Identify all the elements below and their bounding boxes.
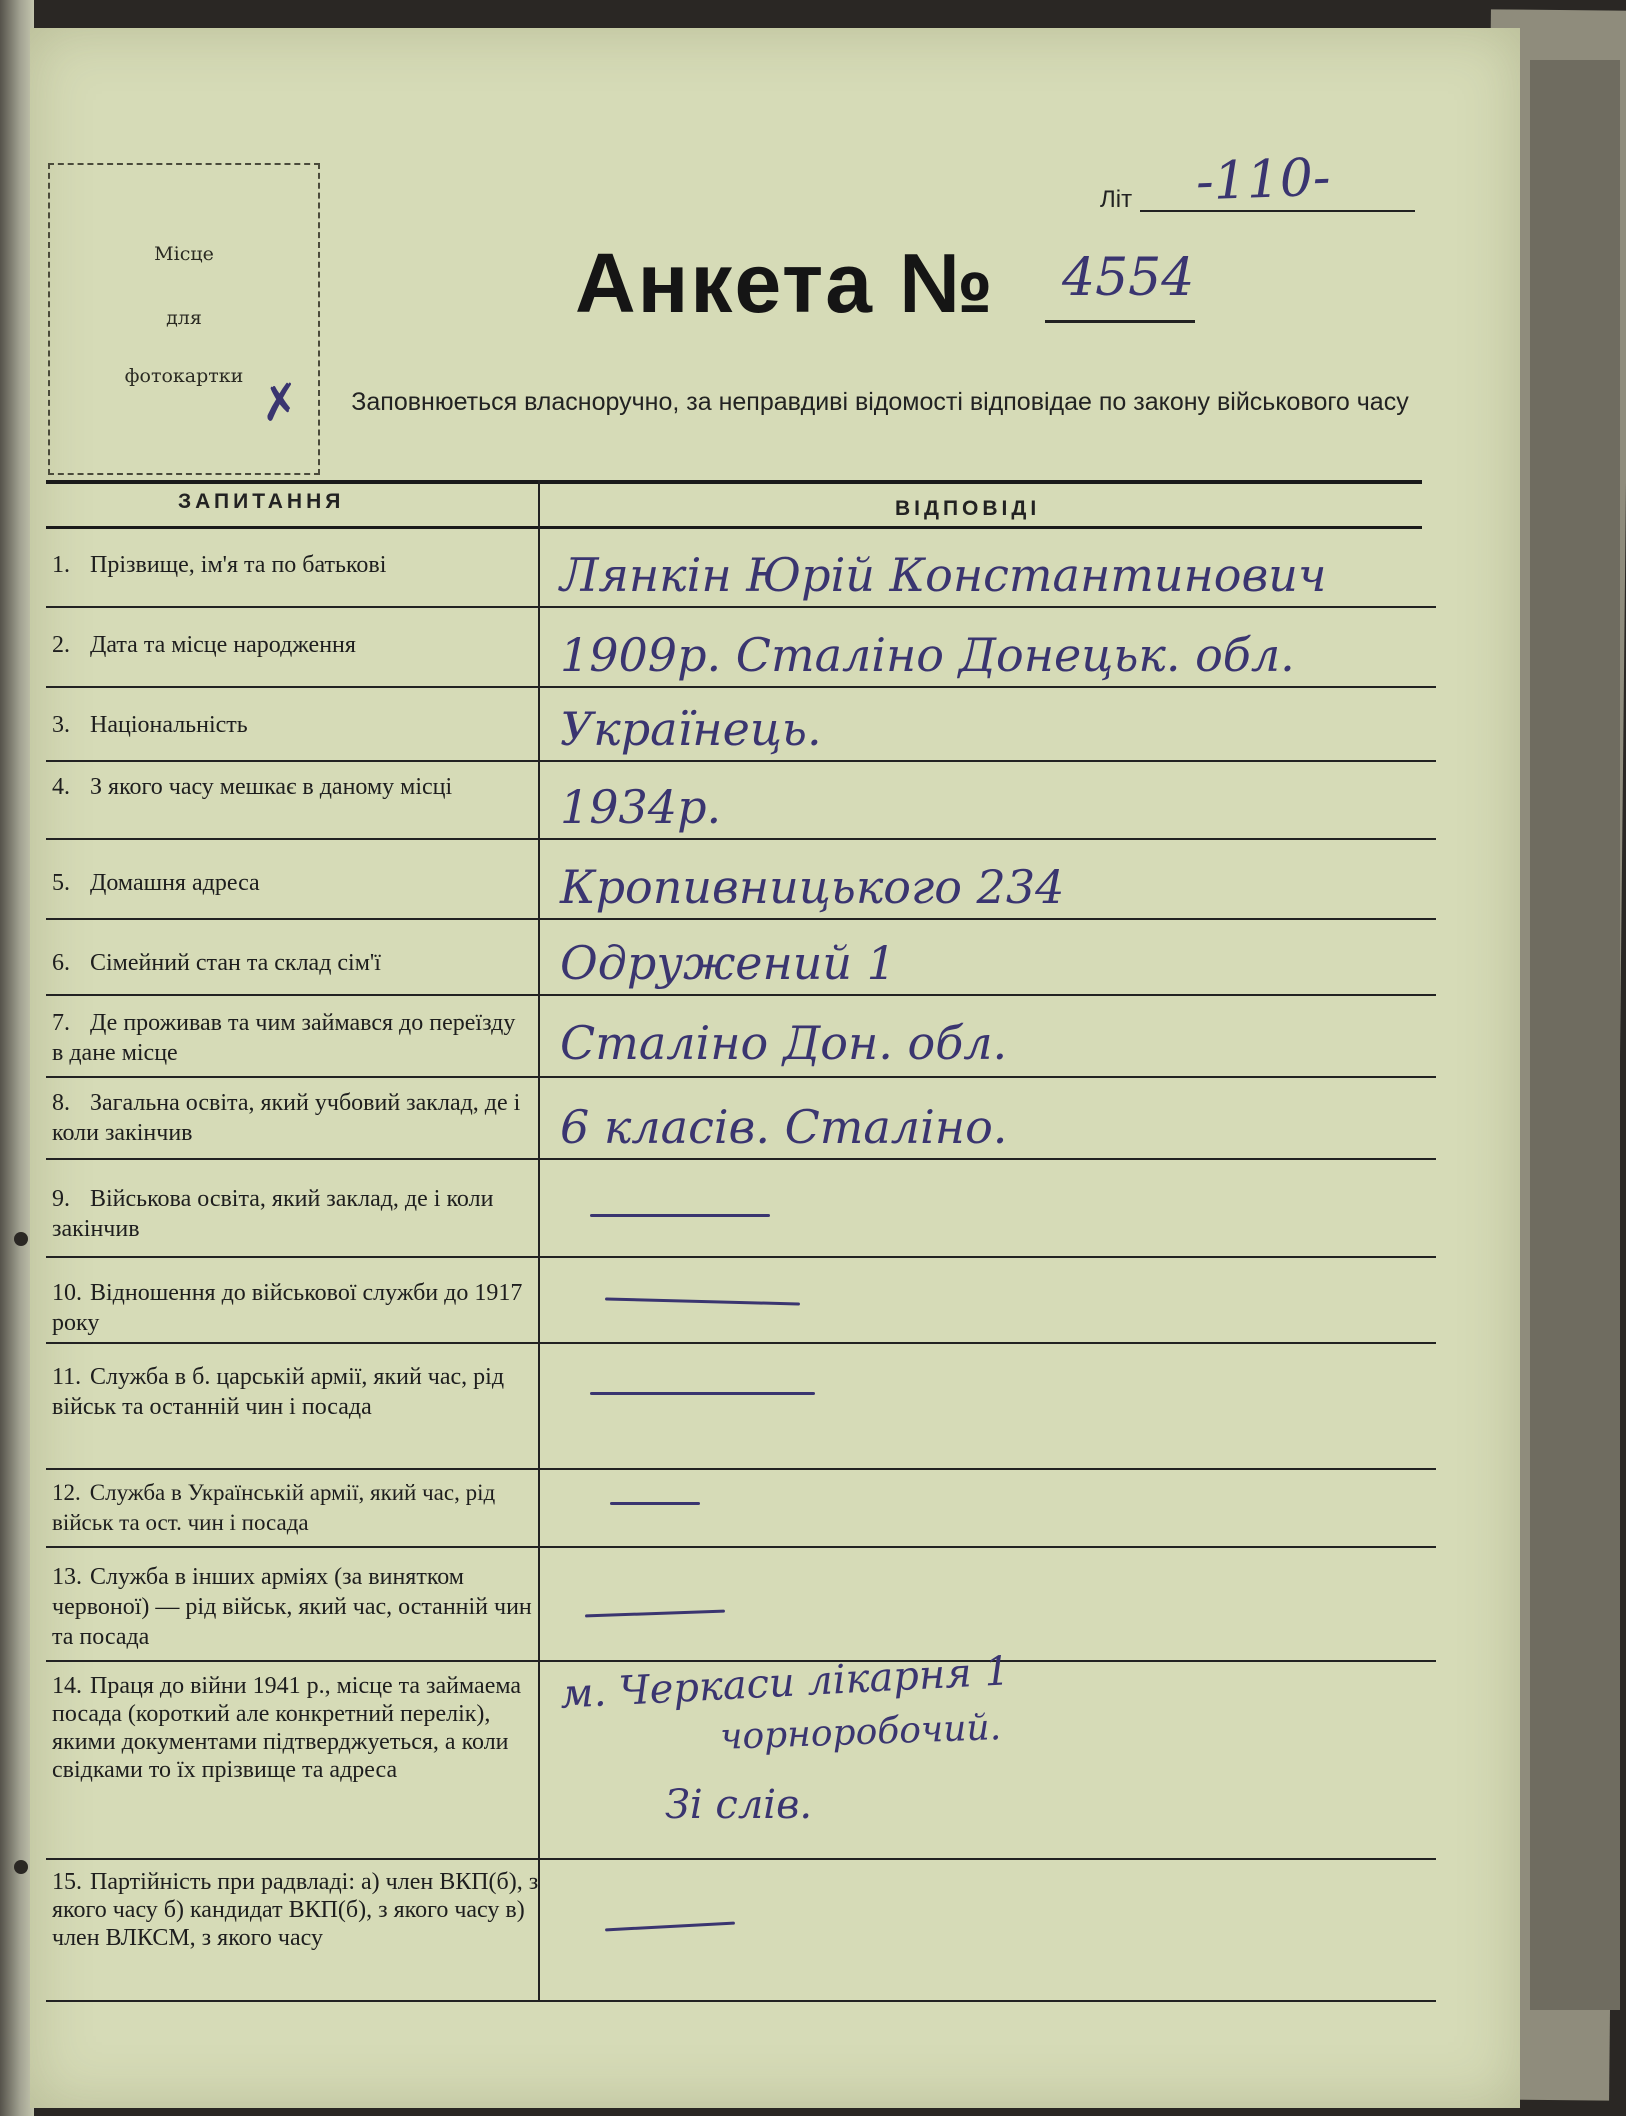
question-number: 11. bbox=[52, 1364, 82, 1390]
question-12 bbox=[52, 1478, 542, 1538]
binding-hole bbox=[14, 1860, 28, 1874]
binding-hole bbox=[14, 1232, 28, 1246]
question-number: 1. bbox=[52, 552, 70, 578]
question-text: Дата та місце народження bbox=[90, 632, 356, 658]
form-title: Анкета № bbox=[575, 236, 995, 330]
question-text: Служба в Українській армії, який час, рід військ та ост. чин і посада bbox=[52, 1480, 496, 1535]
form-subtitle: Заповнюеться власноручно, за неправдиві відомості відповідае по закону військового часу bbox=[351, 388, 1409, 416]
row-separator bbox=[46, 686, 1436, 688]
question-11 bbox=[52, 1362, 522, 1422]
question-10 bbox=[52, 1278, 532, 1338]
question-9 bbox=[52, 1184, 532, 1244]
question-8 bbox=[52, 1088, 532, 1148]
question-5 bbox=[52, 868, 538, 898]
row-separator bbox=[46, 1546, 1436, 1548]
binding-edge bbox=[0, 0, 34, 2116]
question-number: 6. bbox=[52, 950, 70, 976]
photo-label-2: для bbox=[166, 307, 202, 329]
row-separator bbox=[46, 1256, 1436, 1258]
answer-14-line-2: чорноробочий. bbox=[719, 1707, 1002, 1758]
empty-answer-dash bbox=[610, 1502, 700, 1505]
header-answers: ВІДПОВІДІ bbox=[895, 497, 1041, 520]
question-text: З якого часу мешкає в даному місці bbox=[90, 774, 453, 800]
question-number: 14. bbox=[52, 1673, 82, 1699]
question-text: Прізвище, ім'я та по батькові bbox=[90, 552, 387, 578]
table-top-rule bbox=[46, 480, 1422, 484]
lit-line bbox=[1140, 210, 1415, 212]
answer-1: Лянкін Юрій Константинович bbox=[560, 548, 1327, 602]
question-number: 10. bbox=[52, 1280, 82, 1306]
question-number: 13. bbox=[52, 1564, 82, 1590]
answer-6: Одружений 1 bbox=[560, 936, 896, 990]
question-text: Праця до війни 1941 р., місце та займаема посада (короткий але конкретний перелік), якими документами підтверджуеться, а коли свідками то їх прізвище та адреса bbox=[52, 1673, 522, 1783]
header-questions: ЗАПИТАННЯ bbox=[178, 490, 345, 513]
photo-label-1: Місце bbox=[154, 243, 214, 265]
question-number: 12. bbox=[52, 1480, 81, 1505]
column-divider bbox=[538, 480, 540, 2000]
question-text: Партійність при радвладі: а) член ВКП(б), з якого часу б) кандидат ВКП(б), з якого часу в) член ВЛКСМ, з якого часу bbox=[52, 1869, 539, 1951]
lit-value: -110- bbox=[1194, 147, 1332, 213]
question-2 bbox=[52, 630, 538, 660]
row-separator bbox=[46, 606, 1436, 608]
row-separator bbox=[46, 1468, 1436, 1470]
question-text: Де проживав та чим займався до переїзду в дане місце bbox=[52, 1010, 516, 1066]
row-separator bbox=[46, 2000, 1436, 2002]
question-text: Військова освіта, який заклад, де і коли закінчив bbox=[52, 1186, 494, 1242]
photo-label-3: фотокартки bbox=[124, 365, 244, 387]
header-bottom-rule bbox=[46, 526, 1422, 529]
answer-14-line-3: Зі слів. bbox=[665, 1782, 813, 1828]
question-number: 7. bbox=[52, 1010, 70, 1036]
answer-5: Кропивницького 234 bbox=[560, 860, 1065, 914]
title-number-line bbox=[1045, 320, 1195, 323]
question-15 bbox=[52, 1868, 542, 1952]
question-3 bbox=[52, 710, 538, 740]
row-separator bbox=[46, 1076, 1436, 1078]
row-separator bbox=[46, 760, 1436, 762]
answer-3: Українець. bbox=[560, 702, 822, 756]
question-text: Служба в б. царській армії, який час, рід військ та останній чин і посада bbox=[52, 1364, 505, 1420]
question-4 bbox=[52, 772, 522, 802]
question-text: Сімейний стан та склад сім'ї bbox=[90, 950, 381, 976]
question-text: Служба в інших арміях (за винятком червоної) — рід військ, який час, останній чин та посада bbox=[52, 1564, 532, 1650]
question-number: 4. bbox=[52, 774, 70, 800]
question-7 bbox=[52, 1008, 522, 1068]
question-number: 3. bbox=[52, 712, 70, 738]
question-number: 2. bbox=[52, 632, 70, 658]
row-separator bbox=[46, 838, 1436, 840]
answer-2: 1909р. Сталіно Донецьк. обл. bbox=[560, 628, 1295, 682]
question-number: 9. bbox=[52, 1186, 70, 1212]
question-number: 8. bbox=[52, 1090, 70, 1116]
answer-8: 6 класів. Сталіно. bbox=[560, 1100, 1008, 1154]
question-number: 15. bbox=[52, 1869, 82, 1895]
row-separator bbox=[46, 1158, 1436, 1160]
question-text: Домашня адреса bbox=[90, 870, 260, 896]
answer-7: Сталіно Дон. обл. bbox=[560, 1016, 1008, 1070]
question-text: Загальна освіта, який учбовий заклад, де і коли закінчив bbox=[52, 1090, 521, 1146]
question-14 bbox=[52, 1672, 538, 1784]
question-text: Відношення до військової служби до 1917 року bbox=[52, 1280, 523, 1336]
lit-label: Літ bbox=[1100, 186, 1133, 213]
answer-14-line-1: м. Черкаси лікарня 1 bbox=[559, 1648, 1011, 1718]
empty-answer-dash bbox=[590, 1214, 770, 1217]
form-number: 4554 bbox=[1062, 248, 1195, 308]
question-13 bbox=[52, 1562, 542, 1652]
back-page-shadow bbox=[1530, 60, 1620, 2010]
empty-answer-dash bbox=[590, 1392, 815, 1395]
row-separator bbox=[46, 1858, 1436, 1860]
question-6 bbox=[52, 948, 538, 978]
question-1 bbox=[52, 550, 538, 580]
row-separator bbox=[46, 1342, 1436, 1344]
row-separator bbox=[46, 918, 1436, 920]
answer-4: 1934р. bbox=[560, 780, 722, 834]
handwritten-x-mark: ✗ bbox=[256, 372, 304, 434]
question-text: Національність bbox=[90, 712, 248, 738]
question-number: 5. bbox=[52, 870, 70, 896]
photo-placeholder bbox=[48, 163, 320, 475]
row-separator bbox=[46, 994, 1436, 996]
